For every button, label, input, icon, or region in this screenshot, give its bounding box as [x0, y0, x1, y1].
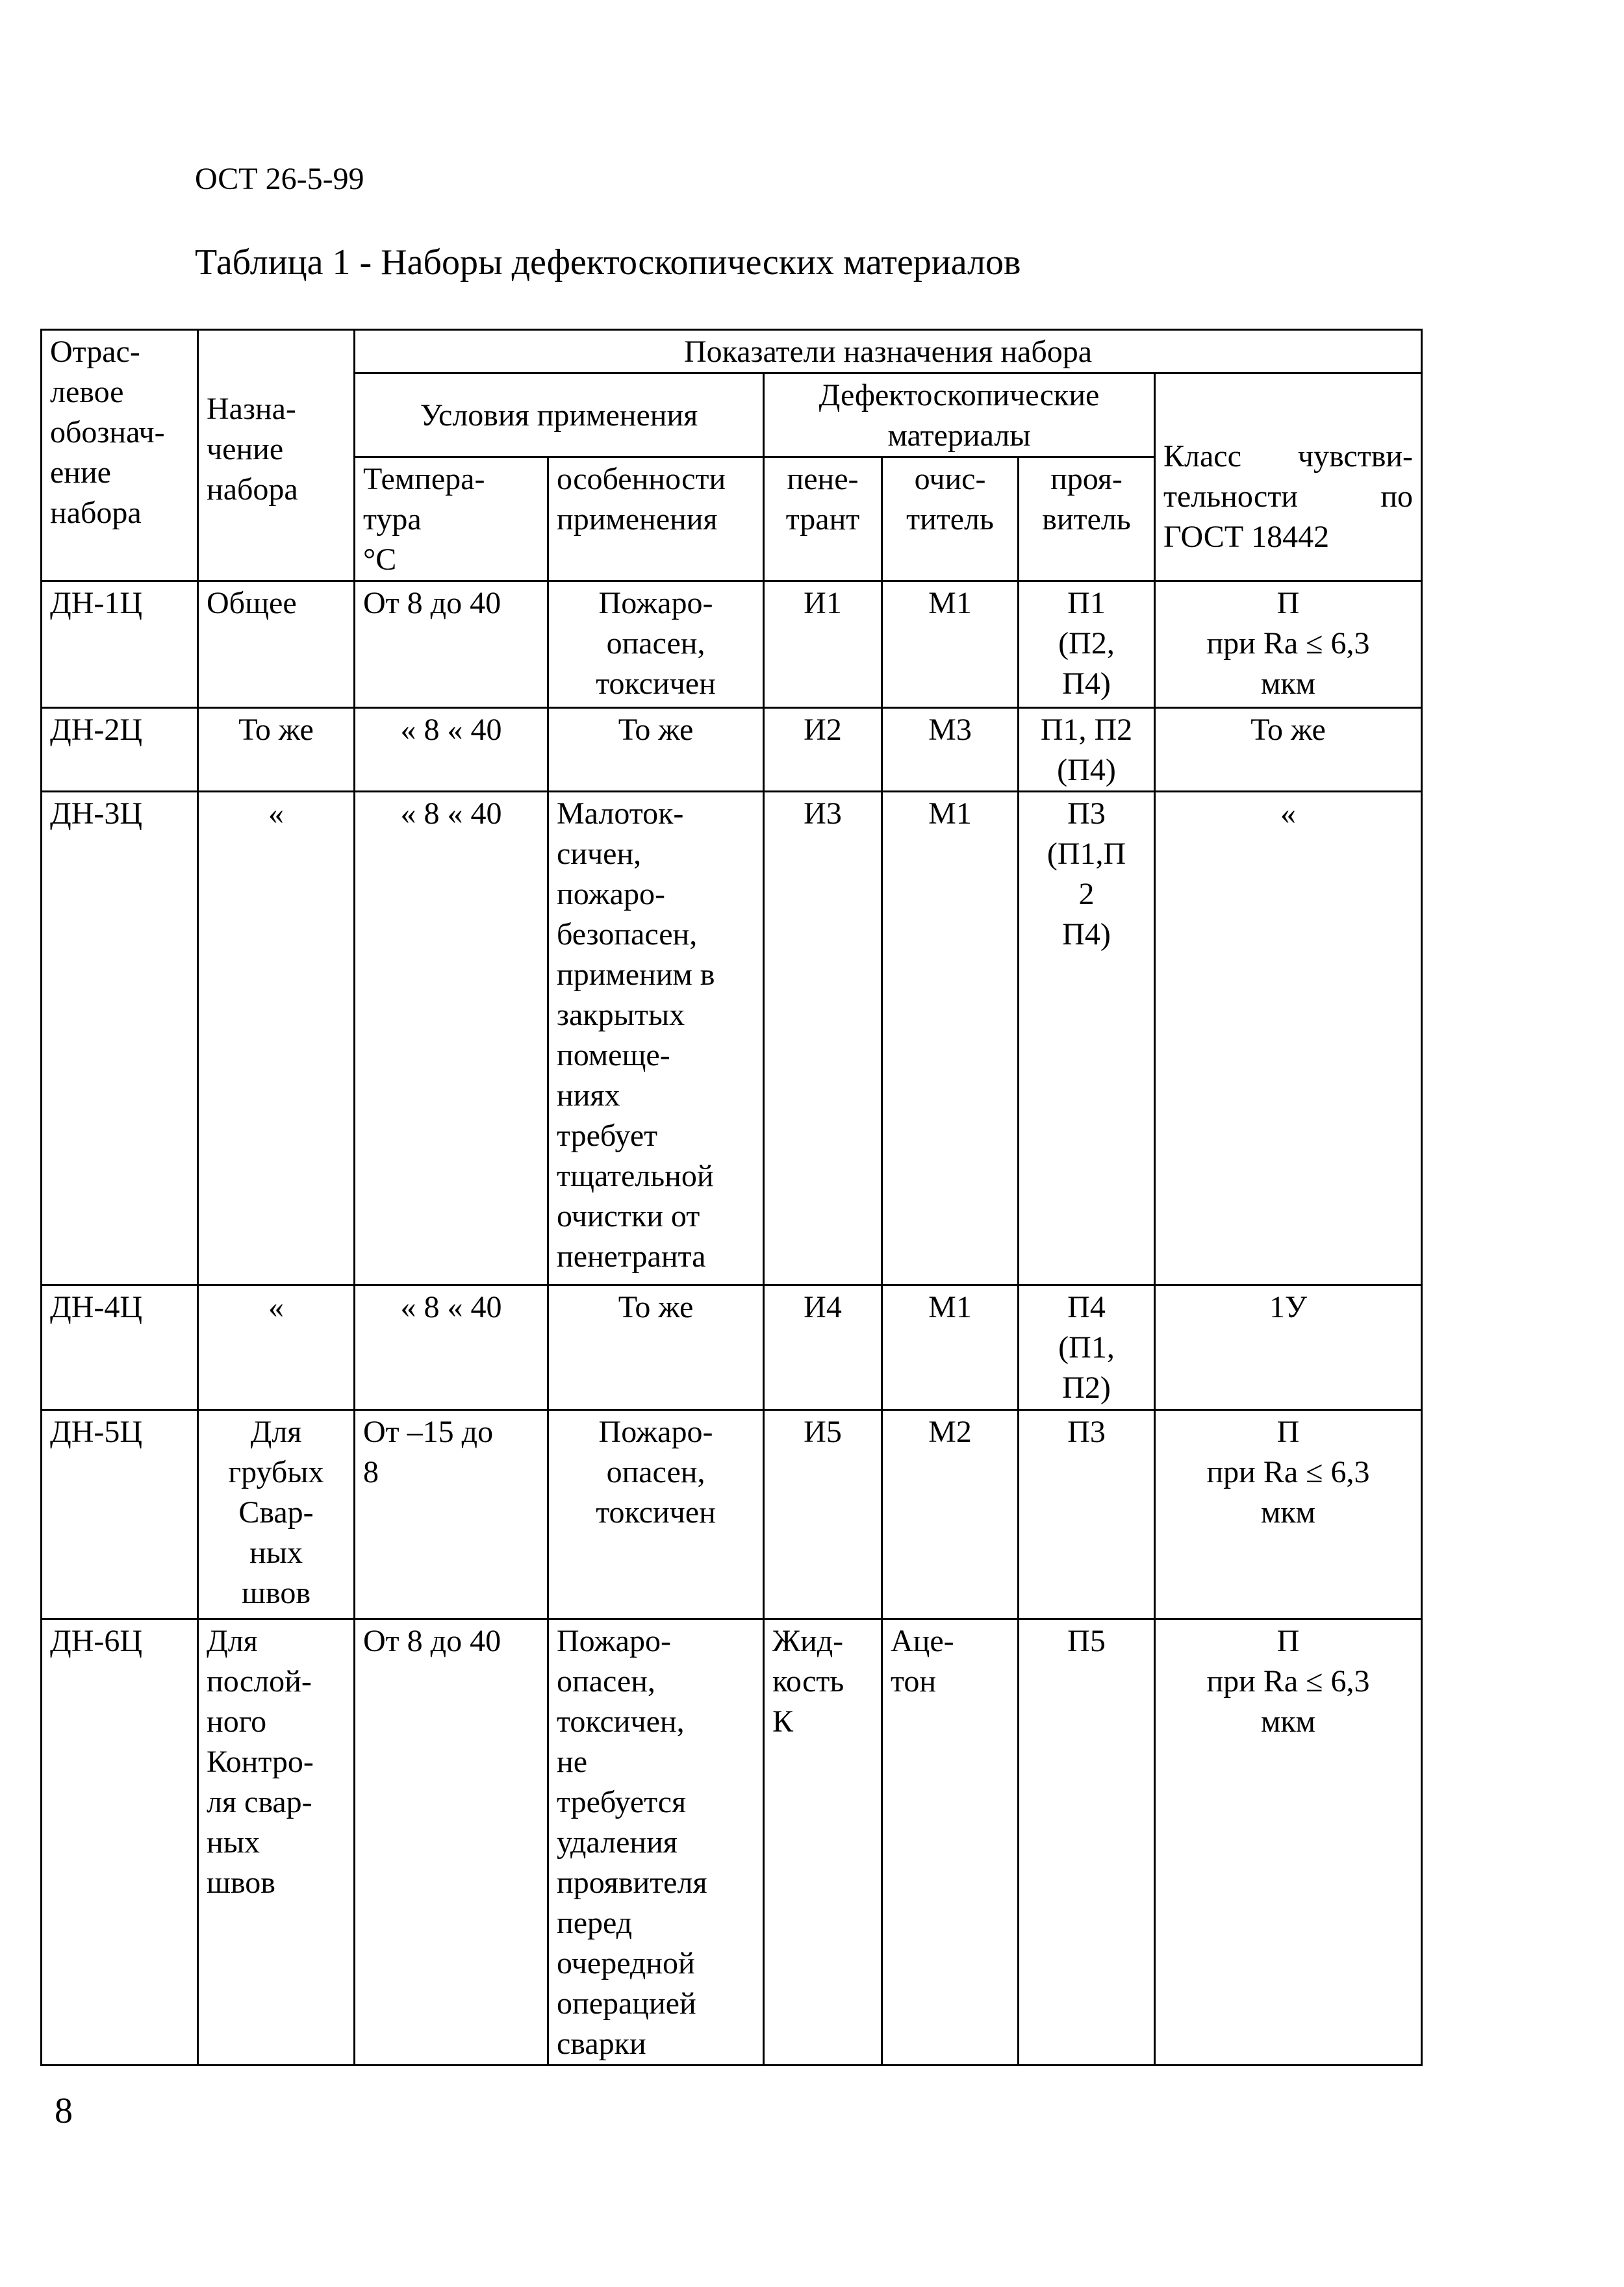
table-row	[42, 792, 1422, 1285]
cell-cleaner: Аце- тон	[882, 1619, 1019, 2066]
cell-sensitivity: П при Ra ≤ 6,3 мкм	[1155, 1619, 1422, 2066]
cell-developer: П4 (П1, П2)	[1019, 1285, 1155, 1410]
table-title: Таблица 1 - Наборы дефектоскопических материалов	[195, 242, 1021, 283]
cell-sensitivity: «	[1155, 792, 1422, 1285]
table-row	[42, 1285, 1422, 1410]
header-sensitivity-word-5: ГОСТ 18442	[1163, 519, 1330, 554]
table-row	[42, 708, 1422, 792]
table-row	[42, 1619, 1422, 2066]
cell-cleaner: М1	[882, 792, 1019, 1285]
cell-developer: П5	[1019, 1619, 1155, 2066]
header-sensitivity-word-3: тельности	[1163, 479, 1298, 514]
cell-sensitivity: П при Ra ≤ 6,3 мкм	[1155, 1410, 1422, 1619]
cell-developer: П3	[1019, 1410, 1155, 1619]
cell-sensitivity: То же	[1155, 708, 1422, 792]
header-sensitivity-word-2: чувстви-	[1297, 438, 1414, 474]
cell-code: ДН-5Ц	[42, 1410, 198, 1619]
cell-features: Малоток- сичен, пожаро- безопасен, применим в закрытых помеще- ниях требует тщательной очистки от пенетранта	[548, 792, 764, 1285]
cell-developer: П3 (П1,П 2 П4)	[1019, 792, 1155, 1285]
header-materials: Дефектоскопические материалы	[764, 373, 1155, 457]
cell-code: ДН-3Ц	[42, 792, 198, 1285]
cell-penetrant: И4	[764, 1285, 882, 1410]
table-row	[42, 581, 1422, 708]
cell-temperature: От 8 до 40	[355, 1619, 548, 2066]
header-features: особенности применения	[548, 457, 764, 581]
header-sensitivity-line-3	[1163, 517, 1413, 557]
cell-sensitivity: П при Ra ≤ 6,3 мкм	[1155, 581, 1422, 708]
cell-temperature: « 8 « 40	[355, 792, 548, 1285]
header-sensitivity-class	[1155, 373, 1422, 581]
cell-purpose: «	[198, 1285, 355, 1410]
header-sensitivity-word-4: по	[1380, 479, 1414, 514]
cell-cleaner: М1	[882, 581, 1019, 708]
cell-temperature: « 8 « 40	[355, 708, 548, 792]
cell-penetrant: И1	[764, 581, 882, 708]
cell-code: ДН-1Ц	[42, 581, 198, 708]
defectoscopic-materials-table	[40, 329, 1423, 2066]
cell-developer: П1 (П2, П4)	[1019, 581, 1155, 708]
document-code: ОСТ 26-5-99	[195, 162, 364, 196]
cell-temperature: От –15 до 8	[355, 1410, 548, 1619]
cell-features: То же	[548, 708, 764, 792]
cell-cleaner: М3	[882, 708, 1019, 792]
cell-temperature: От 8 до 40	[355, 581, 548, 708]
header-developer: проя- витель	[1019, 457, 1155, 581]
cell-cleaner: М1	[882, 1285, 1019, 1410]
cell-purpose: Общее	[198, 581, 355, 708]
cell-developer: П1, П2 (П4)	[1019, 708, 1155, 792]
header-sensitivity-word-1: Класс	[1163, 438, 1241, 474]
cell-purpose: Для послой- ного Контро- ля свар- ных швов	[198, 1619, 355, 2066]
header-cleaner: очис- титель	[882, 457, 1019, 581]
cell-cleaner: М2	[882, 1410, 1019, 1619]
cell-code: ДН-4Ц	[42, 1285, 198, 1410]
cell-penetrant: Жид- кость К	[764, 1619, 882, 2066]
cell-features: Пожаро- опасен, токсичен	[548, 1410, 764, 1619]
cell-sensitivity: 1У	[1155, 1285, 1422, 1410]
cell-penetrant: И3	[764, 792, 882, 1285]
table-row	[42, 1410, 1422, 1619]
header-conditions: Условия применения	[355, 373, 764, 457]
header-sensitivity-line-1	[1163, 436, 1413, 477]
cell-penetrant: И2	[764, 708, 882, 792]
cell-purpose: «	[198, 792, 355, 1285]
cell-features: Пожаро- опасен, токсичен, не требуется удаления проявителя перед очередной операцией сварки	[548, 1619, 764, 2066]
header-row-1	[42, 330, 1422, 373]
header-sensitivity-line-2	[1163, 477, 1413, 517]
cell-features: То же	[548, 1285, 764, 1410]
header-temperature: Темпера- тура °С	[355, 457, 548, 581]
cell-penetrant: И5	[764, 1410, 882, 1619]
cell-code: ДН-2Ц	[42, 708, 198, 792]
header-purpose: Назна- чение набора	[198, 330, 355, 581]
header-penetrant: пене- трант	[764, 457, 882, 581]
cell-code: ДН-6Ц	[42, 1619, 198, 2066]
cell-purpose: То же	[198, 708, 355, 792]
cell-temperature: « 8 « 40	[355, 1285, 548, 1410]
cell-purpose: Для грубых Свар- ных швов	[198, 1410, 355, 1619]
header-industry-designation: Отрас- левое обознач- ение набора	[42, 330, 198, 581]
page-number: 8	[55, 2091, 73, 2131]
cell-features: Пожаро- опасен, токсичен	[548, 581, 764, 708]
header-indicators: Показатели назначения набора	[355, 330, 1422, 373]
